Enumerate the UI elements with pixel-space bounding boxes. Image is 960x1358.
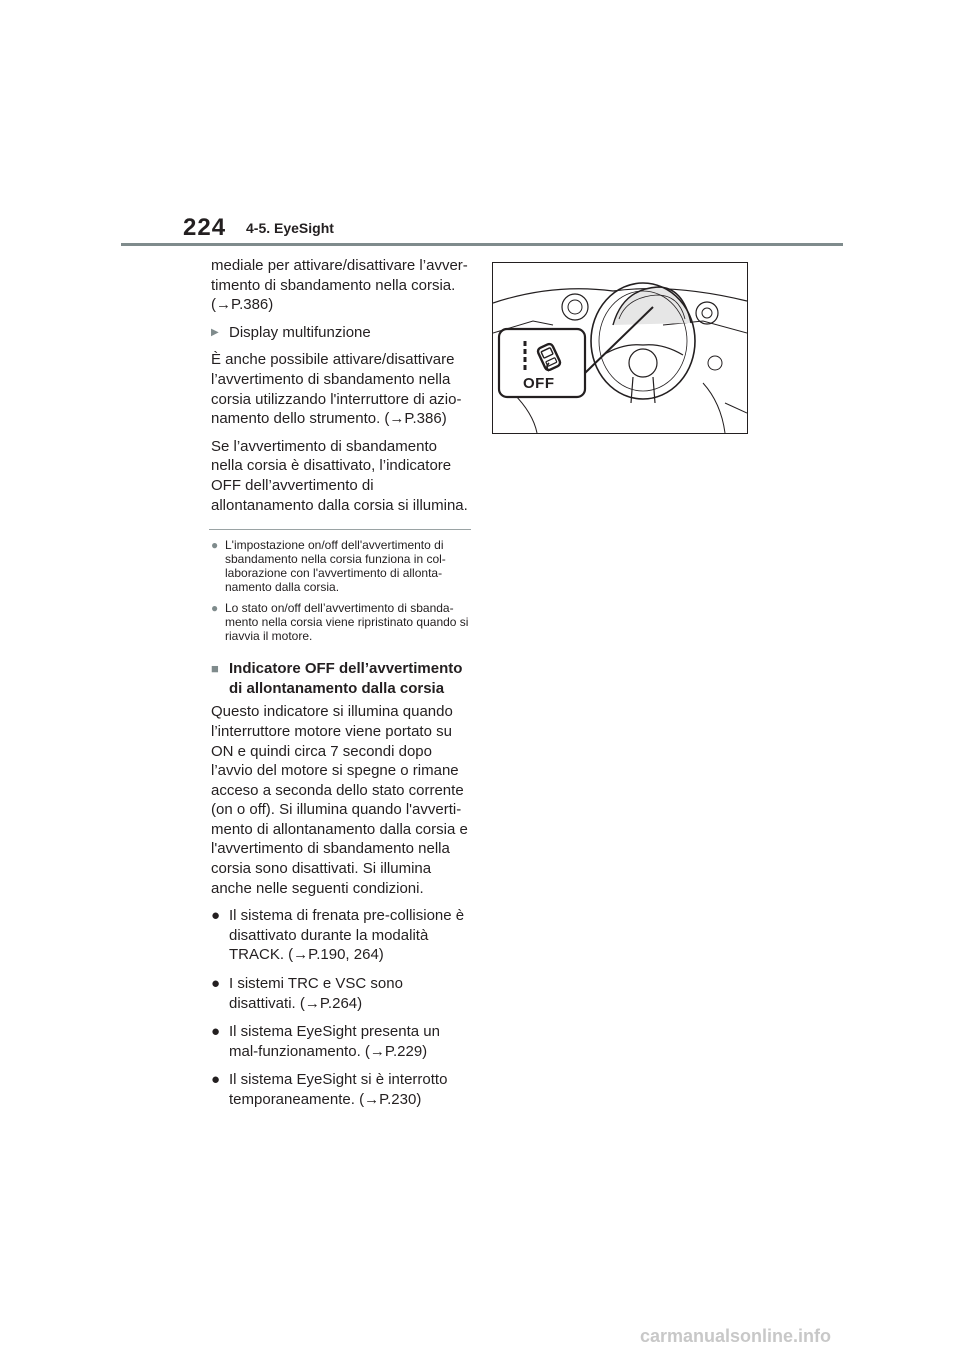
paragraph: Questo indicatore si illumina quando l’interruttore motore viene portato su ON e quindi circa 7 secondi dopo l’avvio del motore si spegne o rimane acceso a seconda dello stato corrente (on o off). Si illumina quando l'avverti-mento di allontanamento dalla corsia e l'avvertimento di sbandamento nella corsia sono disattivati. Si illumina anche nelle seguenti condizioni.	[211, 703, 468, 897]
bullet-icon: ●	[211, 907, 221, 925]
watermark: carmanualsonline.info	[640, 1326, 832, 1346]
arrow-list-item	[211, 323, 471, 343]
condition-text: Il sistema EyeSight si è interrotto temporaneamente. (→P.230)	[229, 1071, 448, 1108]
arrow-item-label: Display multifunzione	[229, 323, 371, 341]
bullet-icon: ●	[211, 1071, 221, 1089]
section-title: 4-5. EyeSight	[246, 220, 334, 236]
page-number: 224	[183, 214, 227, 241]
circle-bullet-icon: ●	[211, 601, 219, 616]
subheading	[211, 659, 471, 698]
triangle-right-icon: ▶	[211, 326, 219, 338]
text-column	[211, 256, 471, 1119]
subheading-text: Indicatore OFF dell’avvertimento di allontanamento dalla corsia	[229, 660, 463, 697]
notes-divider	[209, 529, 471, 530]
bullet-icon: ●	[211, 975, 221, 993]
paragraph: È anche possibile attivare/disattivare l’avvertimento di sbandamento nella corsia utilizzando l'interruttore di azio-namento dello strumento. (→P.386)	[211, 351, 462, 428]
condition-item	[211, 974, 471, 1013]
note-text: L'impostazione on/off dell'avvertimento di sbandamento nella corsia funziona in col-laborazione con l'avvertimento di allonta-namento dalla corsia.	[225, 538, 446, 595]
bullet-icon: ●	[211, 1023, 221, 1041]
dashboard-illustration	[492, 262, 748, 434]
header-rule	[121, 243, 843, 246]
note-item	[211, 601, 471, 643]
paragraph: mediale per attivare/disattivare l’avver-timento di sbandamento nella corsia. (→P.386)	[211, 257, 468, 314]
note-item	[211, 538, 471, 594]
note-text: Lo stato on/off dell’avvertimento di sbanda-mento nella corsia viene ripristinato quando si riavvia il motore.	[225, 601, 469, 644]
indicator-off-label: OFF	[523, 375, 555, 392]
condition-item	[211, 906, 471, 965]
condition-text: Il sistema di frenata pre-collisione è disattivato durante la modalità TRACK. (→P.190, 264)	[229, 907, 465, 964]
circle-bullet-icon: ●	[211, 538, 219, 553]
condition-item	[211, 1022, 471, 1061]
paragraph: Se l’avvertimento di sbandamento nella corsia è disattivato, l’indicatore OFF dell’avvertimento di allontanamento dalla corsia si illumina.	[211, 437, 468, 514]
condition-text: I sistemi TRC e VSC sono disattivati. (→P.264)	[229, 975, 403, 1012]
square-bullet-icon: ■	[211, 661, 219, 677]
condition-item	[211, 1070, 471, 1109]
condition-text: Il sistema EyeSight presenta un mal-funzionamento. (→P.229)	[229, 1023, 440, 1060]
